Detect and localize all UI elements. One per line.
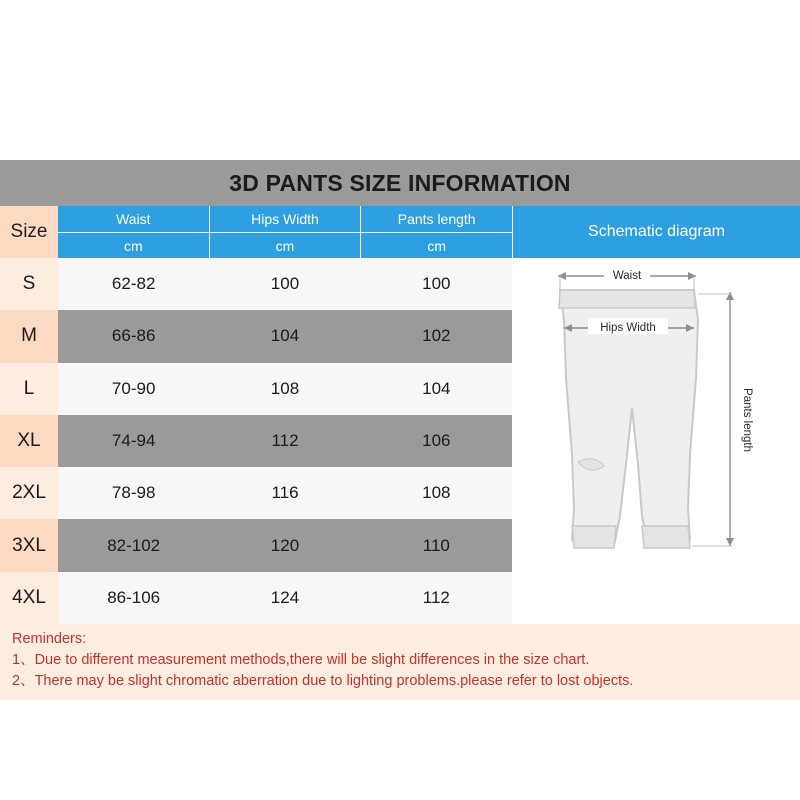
waist-arrow-left <box>558 272 566 280</box>
table-header <box>0 206 512 258</box>
cell-hips: 112 <box>209 415 360 467</box>
waist-arrow-right <box>688 272 696 280</box>
cell-waist: 82-102 <box>58 519 209 571</box>
cell-size: L <box>0 363 58 415</box>
cell-hips: 120 <box>209 519 360 571</box>
cell-hips: 124 <box>209 572 360 624</box>
unit-length: cm <box>360 232 512 258</box>
cell-length: 104 <box>361 363 512 415</box>
cell-waist: 66-86 <box>58 310 209 362</box>
chart-body <box>0 206 800 624</box>
cell-hips: 100 <box>209 258 360 310</box>
table-row <box>0 572 512 624</box>
cell-size: M <box>0 310 58 362</box>
header-column-names <box>58 206 512 232</box>
reminders-panel <box>0 624 800 700</box>
cell-length: 102 <box>361 310 512 362</box>
header-columns <box>58 206 512 258</box>
header-length: Pants length <box>360 206 512 232</box>
unit-hips: cm <box>209 232 361 258</box>
length-label: Pants length <box>741 388 753 452</box>
cell-length: 108 <box>361 467 512 519</box>
table-row <box>0 415 512 467</box>
waistband <box>559 290 695 308</box>
cell-hips: 104 <box>209 310 360 362</box>
table-row <box>0 519 512 571</box>
reminder-line-2: 2、There may be slight chromatic aberration due to lighting problems.please refer to lost objects. <box>12 673 634 689</box>
table-row <box>0 363 512 415</box>
cell-length: 106 <box>361 415 512 467</box>
page-title: 3D PANTS SIZE INFORMATION <box>229 169 571 196</box>
chart-title-bar <box>0 160 800 206</box>
cell-size: XL <box>0 415 58 467</box>
reminders-heading: Reminders: <box>12 631 87 647</box>
header-waist: Waist <box>116 211 151 227</box>
size-table <box>0 206 512 624</box>
length-arrow-top <box>726 292 734 300</box>
table-row <box>0 310 512 362</box>
cell-waist: 70-90 <box>58 363 209 415</box>
cell-hips: 108 <box>209 363 360 415</box>
schematic-diagram <box>512 258 800 624</box>
header-column-units <box>58 232 512 258</box>
size-chart <box>0 160 800 624</box>
cell-length: 112 <box>361 572 512 624</box>
schematic-header: Schematic diagram <box>512 206 800 258</box>
reminder-line-1: 1、Due to different measurement methods,there will be slight differences in the size chart. <box>12 652 590 668</box>
cell-size: S <box>0 258 58 310</box>
length-arrow-bottom <box>726 538 734 546</box>
header-size-cell: Size <box>0 206 58 258</box>
right-cuff <box>642 526 690 548</box>
cell-length: 110 <box>361 519 512 571</box>
cell-waist: 74-94 <box>58 415 209 467</box>
schematic-panel <box>512 206 800 624</box>
cell-size: 2XL <box>0 467 58 519</box>
cell-size: 3XL <box>0 519 58 571</box>
cell-size: 4XL <box>0 572 58 624</box>
table-rows <box>0 258 512 624</box>
table-row <box>0 258 512 310</box>
cell-length: 100 <box>361 258 512 310</box>
table-row <box>0 467 512 519</box>
cell-waist: 86-106 <box>58 572 209 624</box>
waist-label: Waist <box>612 270 642 282</box>
cell-waist: 78-98 <box>58 467 209 519</box>
cell-waist: 62-82 <box>58 258 209 310</box>
pants-diagram-svg <box>512 258 800 624</box>
left-cuff <box>572 526 616 548</box>
cell-hips: 116 <box>209 467 360 519</box>
header-hips: Hips Width <box>209 206 361 232</box>
hips-label: Hips Width <box>600 322 656 334</box>
unit-waist: cm <box>58 232 209 258</box>
